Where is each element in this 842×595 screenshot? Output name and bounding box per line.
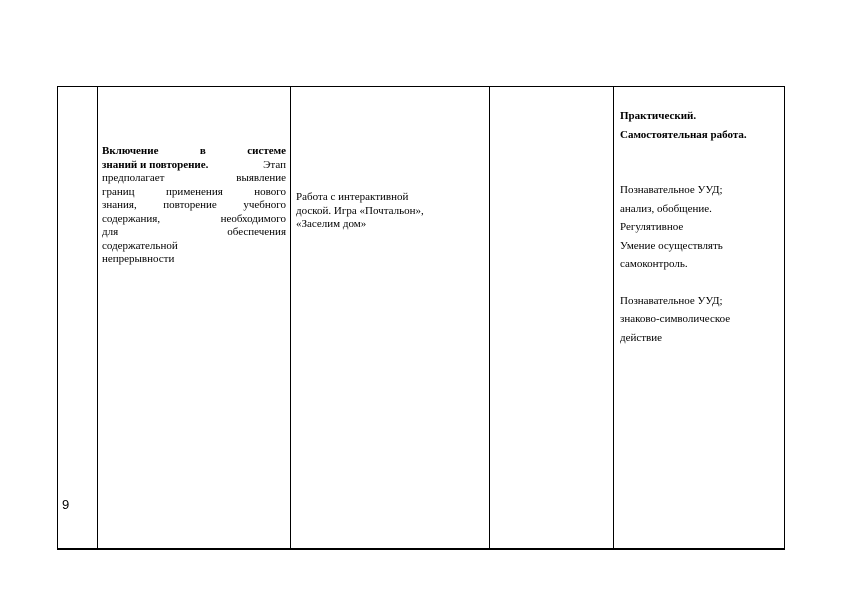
spacer: [620, 274, 784, 292]
stage-line: предполагает выявление: [102, 172, 286, 184]
uud-line: действие: [620, 331, 663, 344]
stage-line: границ применения нового: [102, 185, 286, 198]
activity-cell: [296, 191, 486, 232]
stage-line: непрерывности: [102, 253, 175, 265]
stage-line: содержания, необходимого: [102, 212, 286, 225]
stage-line: Включение в системе: [102, 145, 286, 157]
activity-line: «Заселим дом»: [296, 218, 367, 230]
spacer: [620, 144, 784, 181]
uud-line: анализ, обобщение.: [620, 202, 712, 215]
stage-line: для обеспечения: [102, 226, 286, 238]
column-divider: [97, 87, 98, 548]
uud-line: Познавательное УУД;: [620, 184, 723, 196]
uud-cell: [620, 107, 784, 347]
uud-line: Регулятивное: [620, 221, 684, 233]
lesson-table: [57, 86, 785, 550]
stage-cell: [102, 145, 286, 267]
method-line: Самостоятельная работа.: [620, 128, 747, 141]
uud-line: знаково-символическое: [620, 313, 731, 325]
uud-line: самоконтроль.: [620, 258, 688, 270]
activity-line: доской. Игра «Почтальон»,: [296, 204, 424, 217]
uud-line: Познавательное УУД;: [620, 294, 723, 307]
row-number: 9: [62, 497, 70, 512]
stage-line: знания, повторение учебного: [102, 199, 286, 211]
method-line: Практический.: [620, 110, 697, 122]
activity-line: Работа с интерактивной: [296, 191, 409, 203]
column-divider: [489, 87, 490, 548]
stage-line: содержательной: [102, 239, 178, 252]
stage-line: знаний и повторение. Этап: [102, 158, 286, 171]
uud-line: Умение осуществлять: [620, 239, 723, 252]
column-divider: [290, 87, 291, 548]
column-divider: [613, 87, 614, 548]
